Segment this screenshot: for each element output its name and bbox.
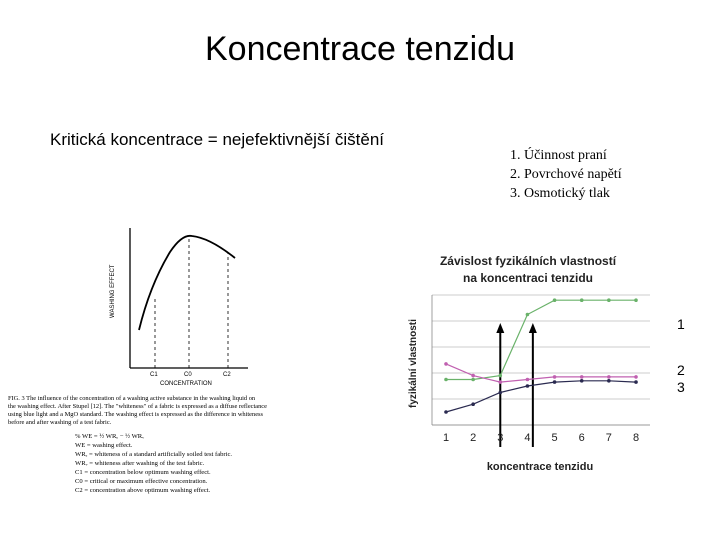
legend-line-7: C2 = concentration above optimum washing effect. xyxy=(75,487,211,494)
chart-point-3-4 xyxy=(526,384,530,388)
left-y-label: WASHING EFFECT xyxy=(110,264,116,318)
chart-xlabel: koncentrace tenzidu xyxy=(486,461,594,473)
legend-line-5: C1 = concentration below optimum washing effect. xyxy=(75,469,211,476)
chart-point-1-7 xyxy=(607,298,611,302)
effect-item-3: 3. Osmotický tlak xyxy=(510,186,610,201)
chart-point-1-4 xyxy=(526,313,530,317)
chart-point-3-8 xyxy=(634,380,638,384)
chart-point-3-3 xyxy=(498,391,502,395)
chart-x-tick-3: 3 xyxy=(497,432,504,444)
chart-point-1-2 xyxy=(471,378,475,382)
chart-point-3-2 xyxy=(471,402,475,406)
chart-x-tick-8: 8 xyxy=(632,432,640,444)
properties-chart xyxy=(400,240,700,475)
caption-line-2: the washing effect. After Stupel [12]. The "whiteness" of a fabric is expressed as a diffuse reflectance xyxy=(8,403,267,410)
chart-point-1-8 xyxy=(634,298,638,302)
chart-point-2-2 xyxy=(471,374,475,378)
slide-subtitle: Kritická koncentrace = nejefektivnější čištění xyxy=(50,130,385,149)
chart-point-2-7 xyxy=(607,375,611,379)
caption-line-3: using blue light and a MgO standard. The washing effect is expressed as the difference in whiteness xyxy=(8,411,264,418)
left-x-tick-c2: C2 xyxy=(223,372,231,378)
washing-effect-figure xyxy=(0,210,372,515)
chart-point-2-8 xyxy=(634,375,638,379)
chart-x-tick-2: 2 xyxy=(470,432,477,444)
chart-point-1-1 xyxy=(444,378,448,382)
legend-line-3: WRₑ = whiteness of a standard artificially soiled test fabric. xyxy=(75,451,233,458)
chart-point-3-5 xyxy=(553,380,557,384)
chart-x-tick-4: 4 xyxy=(524,432,531,444)
effect-item-1: 1. Účinnost praní xyxy=(510,148,607,163)
chart-title-line-2: na koncentraci tenzidu xyxy=(462,271,594,285)
chart-ylabel: fyzikální vlastnosti xyxy=(408,319,419,408)
side-label-1: 1 xyxy=(677,316,685,332)
chart-point-1-5 xyxy=(553,298,557,302)
slide-title: Koncentrace tenzidu xyxy=(205,30,515,68)
chart-x-tick-7: 7 xyxy=(605,432,612,444)
chart-point-2-4 xyxy=(526,378,530,382)
chart-x-tick-1: 1 xyxy=(442,432,450,444)
chart-title-line-1: Závislost fyzikálních vlastností xyxy=(439,254,617,268)
chart-point-3-7 xyxy=(607,379,611,383)
left-x-tick-c0: C0 xyxy=(184,372,192,378)
chart-x-tick-6: 6 xyxy=(578,432,585,444)
chart-point-1-6 xyxy=(580,298,584,302)
caption-line-1: FIG. 3 The influence of the concentration of a washing active substance in the washing liquid on xyxy=(8,395,256,402)
chart-point-2-5 xyxy=(553,375,557,379)
chart-x-tick-5: 5 xyxy=(551,432,558,444)
left-x-label: CONCENTRATION xyxy=(160,381,212,387)
legend-line-1: % WE = ½ WRₑ − ½ WRᵥ xyxy=(75,433,145,440)
chart-point-2-6 xyxy=(580,375,584,379)
legend-line-6: C0 = critical or maximum effective concentration. xyxy=(75,478,208,485)
caption-line-4: before and after washing of a test fabric. xyxy=(8,419,112,426)
effect-item-2: 2. Povrchové napětí xyxy=(510,167,622,182)
chart-point-3-6 xyxy=(580,379,584,383)
chart-point-2-1 xyxy=(444,362,448,366)
side-label-2: 2 xyxy=(677,362,685,378)
legend-line-4: WRᵥ = whiteness after washing of the test fabric. xyxy=(75,460,205,467)
chart-point-1-3 xyxy=(498,374,502,378)
side-label-3: 3 xyxy=(677,379,685,395)
chart-point-2-3 xyxy=(498,380,502,384)
legend-line-2: WE = washing effect. xyxy=(75,442,133,449)
effects-list xyxy=(510,146,622,203)
chart-point-3-1 xyxy=(444,410,448,414)
left-x-tick-c1: C1 xyxy=(150,372,158,378)
